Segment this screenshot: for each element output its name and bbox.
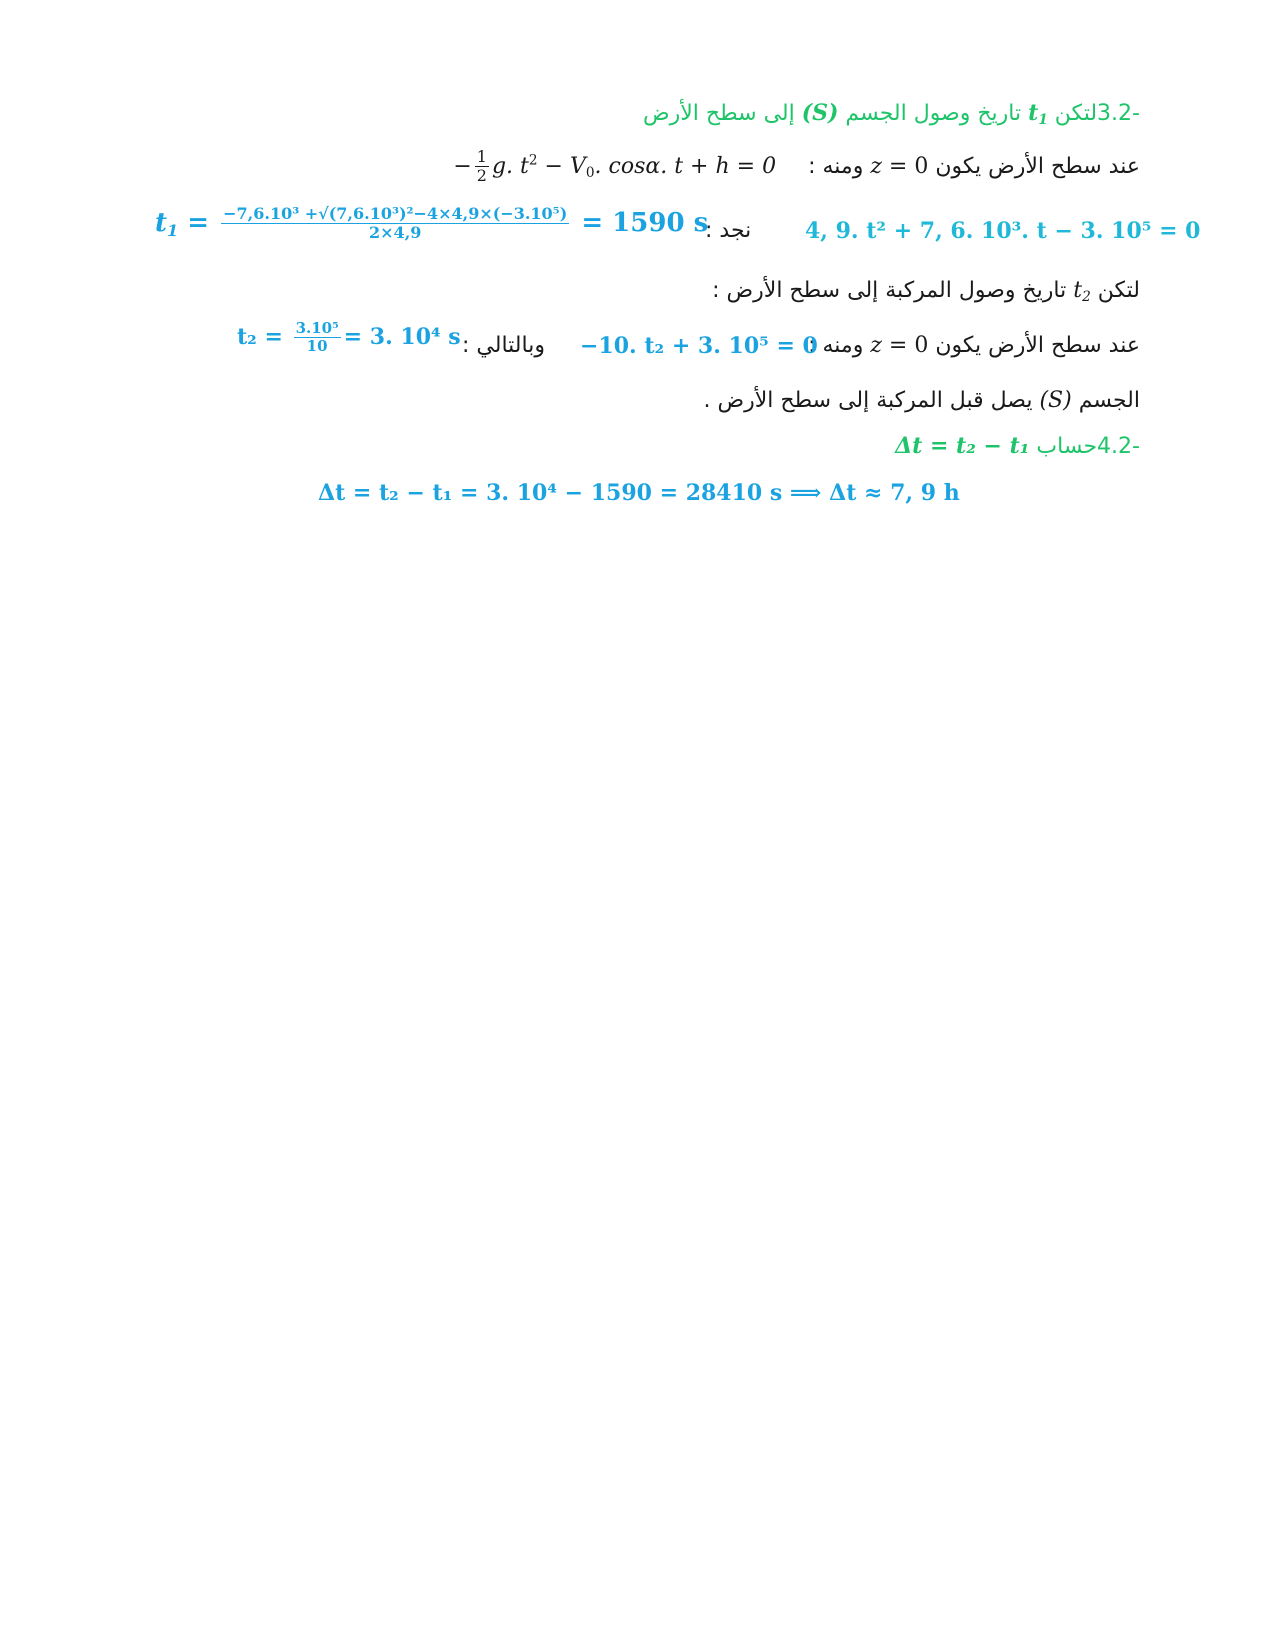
t1-lhs: $t_1$ [155,207,179,240]
heading-3-2-end: إلى سطح الأرض [643,101,795,126]
t1-result: = 1590 s [581,207,709,238]
z-equals-zero-2: z = 0 [870,333,929,358]
z-equals-zero: z = 0 [870,153,929,179]
heading-4-2: -4.2حساب Δt = t₂ − t₁ [895,433,1140,459]
ground-condition-line-2: عند سطح الأرض يكون z = 0 ومنه : [808,333,1140,358]
quadratic-equation: 4, 9. t² + 7, 6. 10³. t − 3. 10⁵ = 0 [805,218,1201,244]
linear-equation: −10. t₂ + 3. 10⁵ = 0 [580,333,818,359]
find-label: نجد : [705,218,752,243]
t1-symbol: $t_1$ [1028,100,1048,129]
t2-result: t₂ = $\frac{\text{3.10⁵}}{10}$ = 3. 10⁴ s [237,319,461,356]
motion-equation: − $\frac{1}{2}$ g. $t^2 - V_0$. cosα. t + h = 0 [453,147,777,186]
t1-equals: = [187,207,219,238]
conclusion: الجسم (S) يصل قبل المركبة إلى سطح الأرض . [703,388,1140,413]
heading-3-2-middle: تاريخ وصول الجسم [838,101,1022,126]
t1-solution [155,205,708,243]
t2-definition: لتكن $t_2$ تاريخ وصول المركبة إلى سطح الأرض : [712,278,1140,306]
t1-fraction [221,205,569,243]
t1-numerator: −7,6.10³ +√(7,6.10³)²−4×4,9×(−3.10⁵) [223,204,568,223]
t2-symbol: $t_2$ [1073,278,1091,306]
thus-label: وبالتالي : [462,333,545,358]
heading-3-2 [643,100,1140,129]
heading-3-2-prefix: -3.2لتكن [1054,101,1140,126]
delta-t-formula: Δt = t₂ − t₁ [895,433,1030,459]
ground-condition-line [453,148,1140,186]
s-symbol: (S) [801,100,839,126]
t1-denominator: 2×4,9 [369,223,422,243]
ground-text: عند سطح الأرض يكون [928,153,1140,179]
and-then-text: ومنه : [801,153,864,179]
delta-t-result: Δt = t₂ − t₁ = 3. 10⁴ − 1590 = 28410 s ⟹ Δt ≈ 7, 9 h [318,480,960,506]
